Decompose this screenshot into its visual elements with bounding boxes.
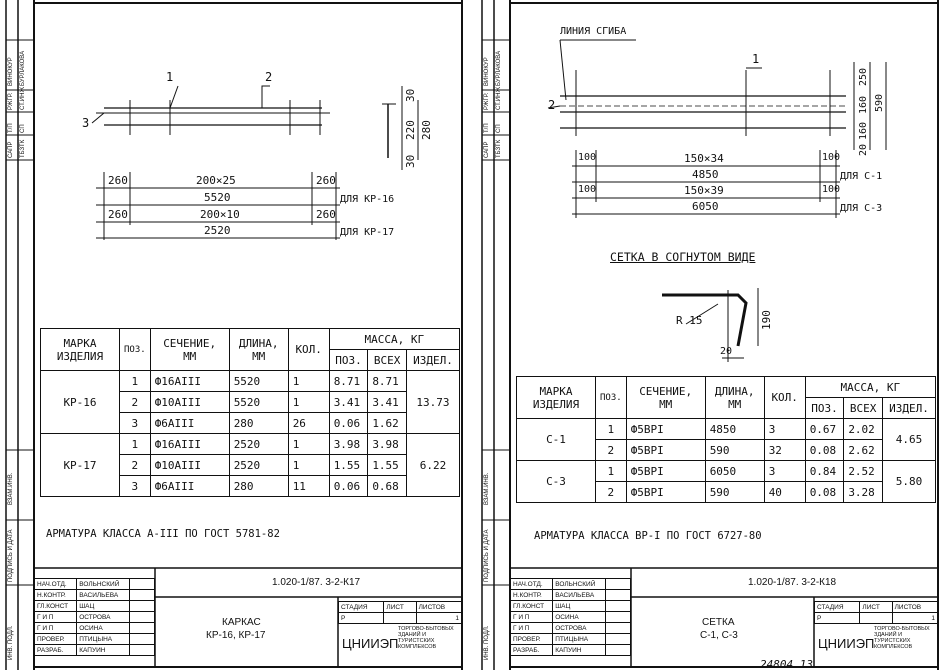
cell-length: 2520 [229, 455, 288, 476]
cell-mark: С-1 [517, 419, 596, 461]
cell-mpos: 1.55 [329, 455, 368, 476]
sheet-header: ЛИСТ [860, 602, 892, 613]
cell-length: 4850 [705, 419, 764, 440]
title1-right: СЕТКА [702, 617, 735, 628]
cell-length: 5520 [229, 371, 288, 392]
spec-table-left [40, 328, 460, 497]
side-stinzh: СТ.ИНЖ [20, 87, 26, 110]
sheets-header: ЛИСТОВ [892, 602, 937, 613]
doc-code-right: 1.020-1/87. 3-2-К18 [748, 577, 837, 588]
cell-mall: 8.71 [368, 371, 407, 392]
cell-qty: 1 [288, 371, 329, 392]
rdim-note-1: ДЛЯ С-1 [840, 171, 883, 182]
stage-table-right [814, 601, 938, 624]
stamp-roles-left [34, 578, 155, 656]
side-sapr-r: САПР [484, 141, 490, 158]
cell-mall: 1.55 [368, 455, 407, 476]
side-vzam: ВЗАМ.ИНВ. [8, 472, 14, 505]
cell-qty: 1 [288, 434, 329, 455]
role: Г И П [511, 612, 553, 623]
cell-mpos: 0.08 [805, 440, 844, 461]
callout-3: 3 [82, 116, 90, 130]
stage-table-left [338, 601, 462, 624]
bent-radius: R 15 [676, 314, 703, 327]
cell-section: Ф5ВРI [626, 461, 705, 482]
cell-section: Ф10АIII [150, 392, 229, 413]
callout-1-r: 1 [752, 52, 760, 66]
rdim-160a: 160 [858, 95, 869, 114]
title1-left: КАРКАС [222, 617, 261, 628]
left-sheet [0, 0, 466, 670]
cell-mark: С-3 [517, 461, 596, 503]
side-rzhgr: РЖГР. [8, 92, 14, 110]
role: РАЗРАБ. [35, 645, 77, 656]
th-qty: КОЛ. [764, 377, 805, 419]
cell-section: Ф16АIII [150, 371, 229, 392]
cell-pos: 3 [120, 476, 151, 497]
side-vzam-r: ВЗАМ.ИНВ. [484, 472, 490, 505]
rdim-a-2: 100 [578, 184, 597, 195]
rdim-a-1: 100 [578, 152, 597, 163]
cell-section: Ф5ВРI [626, 419, 705, 440]
dim-b-1: 260 [316, 174, 336, 187]
cell-pos: 1 [596, 419, 627, 440]
cell-qty: 11 [288, 476, 329, 497]
cell-length: 6050 [705, 461, 764, 482]
role: Н.КОНТР. [35, 590, 77, 601]
cell-qty: 1 [288, 455, 329, 476]
name: ШАЦ [553, 601, 606, 612]
cell-section: Ф16АIII [150, 434, 229, 455]
stage-header: СТАДИЯ [339, 602, 384, 613]
th-mass: МАССА, КГ [329, 329, 459, 350]
th-length: ДЛИНА, ММ [229, 329, 288, 371]
name: ПТИЦЫНА [553, 634, 606, 645]
cell-mall: 1.62 [368, 413, 407, 434]
cell-qty: 1 [288, 392, 329, 413]
role: ПРОВЕР. [35, 634, 77, 645]
title2-left: КР-16, КР-17 [206, 630, 266, 641]
table-row [517, 419, 936, 440]
role: РАЗРАБ. [511, 645, 553, 656]
stage-value: Р [815, 613, 860, 624]
cell-item: 13.73 [406, 371, 459, 434]
table-row [517, 461, 936, 482]
side-tbztk-r: ТБЗТК [496, 139, 502, 158]
side-sp: СП [20, 124, 26, 133]
bent-title: СЕТКА В СОГНУТОМ ВИДЕ [610, 250, 756, 264]
org-left: ЦНИИЭП [342, 636, 399, 651]
cell-mall: 2.62 [844, 440, 883, 461]
cell-mpos: 3.41 [329, 392, 368, 413]
cell-mpos: 0.06 [329, 476, 368, 497]
cell-mpos: 3.98 [329, 434, 368, 455]
th-pos: ПОЗ. [120, 329, 151, 371]
dim-mid-2: 200×10 [200, 208, 240, 221]
side-rzhgr-r: РЖГР. [484, 92, 490, 110]
rdim-250: 250 [858, 67, 869, 86]
cell-qty: 3 [764, 461, 805, 482]
sheet-header: ЛИСТ [384, 602, 416, 613]
dim-b-2: 260 [316, 208, 336, 221]
side-sp-r: СП [496, 124, 502, 133]
org-sub-left: ТОРГОВО-БЫТОВЫХ ЗДАНИЙ И ТУРИСТСКИХ КОМПЛЕКСОВ [398, 626, 454, 650]
steel-note-r: АРМАТУРА КЛАССА ВР-I ПО ГОСТ 6727-80 [534, 530, 762, 542]
th-qty: КОЛ. [288, 329, 329, 371]
table-row [41, 434, 460, 455]
cell-mpos: 0.67 [805, 419, 844, 440]
side-sapr: САПР [8, 141, 14, 158]
rdim-20: 20 [858, 143, 869, 156]
th-mark: МАРКА ИЗДЕЛИЯ [517, 377, 596, 419]
cell-section: Ф6АIII [150, 413, 229, 434]
th-mass: МАССА, КГ [805, 377, 935, 398]
name: ВАСИЛЬЕВА [77, 590, 130, 601]
doc-code-left: 1.020-1/87. 3-2-К17 [272, 577, 361, 588]
side-burlakova-r: БУРЛАКОВА [496, 50, 502, 86]
th-item: ИЗДЕЛ. [406, 350, 459, 371]
cell-mpos: 8.71 [329, 371, 368, 392]
right-frame [476, 0, 940, 670]
cell-qty: 26 [288, 413, 329, 434]
cell-length: 590 [705, 440, 764, 461]
th-item: ИЗДЕЛ. [882, 398, 935, 419]
role: Г И П [35, 623, 77, 634]
cell-mall: 2.02 [844, 419, 883, 440]
dim-30-bottom: 30 [404, 154, 417, 168]
rdim-590: 590 [874, 93, 885, 112]
name: ОСИНА [553, 612, 606, 623]
cell-length: 5520 [229, 392, 288, 413]
rdim-note-2: ДЛЯ С-3 [840, 203, 883, 214]
bent-width: 20 [720, 346, 733, 357]
cell-pos: 2 [120, 392, 151, 413]
org-sub-right: ТОРГОВО-БЫТОВЫХ ЗДАНИЙ И ТУРИСТСКИХ КОМПЛЕКСОВ [874, 626, 930, 650]
callout-2-r: 2 [548, 98, 556, 112]
stamp-roles-right [510, 578, 631, 656]
role: Н.КОНТР. [511, 590, 553, 601]
dim-total-2: 2520 [204, 224, 231, 237]
rdim-total-1: 4850 [692, 168, 719, 181]
role: ПРОВЕР. [511, 634, 553, 645]
th-section: СЕЧЕНИЕ, ММ [150, 329, 229, 371]
right-sheet [476, 0, 940, 670]
org-right: ЦНИИЭП [818, 636, 875, 651]
rdim-mid-2: 150×39 [684, 184, 724, 197]
role: ГЛ.КОНСТ [35, 601, 77, 612]
name: ВОЛЬНСКИЙ [553, 579, 606, 590]
cell-pos: 1 [120, 371, 151, 392]
name: КАПУИН [77, 645, 130, 656]
side-vinokur: ВИНОКУР [8, 57, 14, 86]
cell-pos: 2 [596, 482, 627, 503]
name: ОСТРОВА [77, 612, 130, 623]
sheet-value: 1 [892, 613, 937, 624]
th-all: ВСЕХ [844, 398, 883, 419]
role: Г И П [511, 623, 553, 634]
rdim-160b: 160 [858, 121, 869, 140]
role: НАЧ.ОТД. [511, 579, 553, 590]
cell-pos: 3 [120, 413, 151, 434]
th-all: ВСЕХ [368, 350, 407, 371]
side-inv-podl-r: ИНВ. ПОДЛ. [484, 625, 490, 660]
side-tp-r: Т/П [484, 123, 490, 133]
name: ВАСИЛЬЕВА [553, 590, 606, 601]
cell-pos: 2 [596, 440, 627, 461]
cell-mpos: 0.84 [805, 461, 844, 482]
cell-item: 6.22 [406, 434, 459, 497]
role: НАЧ.ОТД. [35, 579, 77, 590]
cell-qty: 32 [764, 440, 805, 461]
name: ОСИНА [77, 623, 130, 634]
cell-mall: 3.41 [368, 392, 407, 413]
cell-section: Ф6АIII [150, 476, 229, 497]
cell-pos: 1 [596, 461, 627, 482]
bend-line-label: ЛИНИЯ СГИБА [560, 26, 627, 37]
cell-mark: КР-17 [41, 434, 120, 497]
cell-pos: 1 [120, 434, 151, 455]
side-podpis-r: ПОДПИСЬ И ДАТА [484, 529, 490, 582]
th-pos-mass: ПОЗ. [805, 398, 844, 419]
cell-qty: 3 [764, 419, 805, 440]
stage-header: СТАДИЯ [815, 602, 860, 613]
stage-value: Р [339, 613, 384, 624]
table-row [41, 371, 460, 392]
role: Г И П [35, 612, 77, 623]
dim-220: 220 [404, 120, 417, 140]
side-tp: Т/П [8, 123, 14, 133]
name: КАПУИН [553, 645, 606, 656]
cell-item: 5.80 [882, 461, 935, 503]
name: ПТИЦЫНА [77, 634, 130, 645]
dim-a-1: 260 [108, 174, 128, 187]
cell-mpos: 0.08 [805, 482, 844, 503]
cell-mall: 3.28 [844, 482, 883, 503]
callout-1: 1 [166, 70, 174, 84]
cell-item: 4.65 [882, 419, 935, 461]
th-length: ДЛИНА, ММ [705, 377, 764, 419]
cell-mpos: 0.06 [329, 413, 368, 434]
side-burlakova: БУРЛАКОВА [20, 50, 26, 86]
cell-section: Ф5ВРI [626, 482, 705, 503]
rdim-b-1: 100 [822, 152, 841, 163]
spec-table-right [516, 376, 936, 503]
dim-total-1: 5520 [204, 191, 231, 204]
cell-length: 590 [705, 482, 764, 503]
name: ОСТРОВА [553, 623, 606, 634]
side-podpis: ПОДПИСЬ И ДАТА [8, 529, 14, 582]
dim-note-1: ДЛЯ КР-16 [340, 194, 395, 205]
th-pos-mass: ПОЗ. [329, 350, 368, 371]
cell-mall: 0.68 [368, 476, 407, 497]
sheets-header: ЛИСТОВ [416, 602, 461, 613]
cell-length: 280 [229, 476, 288, 497]
cell-mall: 3.98 [368, 434, 407, 455]
th-mark: МАРКА ИЗДЕЛИЯ [41, 329, 120, 371]
callout-2: 2 [265, 70, 273, 84]
footer-number: 24804 13 [760, 658, 813, 671]
side-vinokur-r: ВИНОКУР [484, 57, 490, 86]
cell-mall: 2.52 [844, 461, 883, 482]
dim-280: 280 [420, 120, 433, 140]
dim-mid-1: 200×25 [196, 174, 236, 187]
side-tbztk: ТБЗТК [20, 139, 26, 158]
side-inv-podl: ИНВ. ПОДЛ. [8, 625, 14, 660]
dim-note-2: ДЛЯ КР-17 [340, 227, 395, 238]
side-stinzh-r: СТ.ИНЖ [496, 87, 502, 110]
rdim-b-2: 100 [822, 184, 841, 195]
th-pos: ПОЗ. [596, 377, 627, 419]
cell-mark: КР-16 [41, 371, 120, 434]
name: ВОЛЬНСКИЙ [77, 579, 130, 590]
name: ШАЦ [77, 601, 130, 612]
th-section: СЕЧЕНИЕ, ММ [626, 377, 705, 419]
dim-30-top: 30 [404, 88, 417, 102]
rdim-total-2: 6050 [692, 200, 719, 213]
cell-length: 2520 [229, 434, 288, 455]
title2-right: С-1, С-3 [700, 630, 738, 641]
cell-length: 280 [229, 413, 288, 434]
rdim-mid-1: 150×34 [684, 152, 724, 165]
role: ГЛ.КОНСТ [511, 601, 553, 612]
cell-section: Ф10АIII [150, 455, 229, 476]
cell-pos: 2 [120, 455, 151, 476]
sheet-value: 1 [416, 613, 461, 624]
dim-a-2: 260 [108, 208, 128, 221]
steel-note: АРМАТУРА КЛАССА А-III ПО ГОСТ 5781-82 [46, 528, 280, 540]
cell-qty: 40 [764, 482, 805, 503]
cell-section: Ф5ВРI [626, 440, 705, 461]
bent-height: 190 [760, 310, 773, 330]
